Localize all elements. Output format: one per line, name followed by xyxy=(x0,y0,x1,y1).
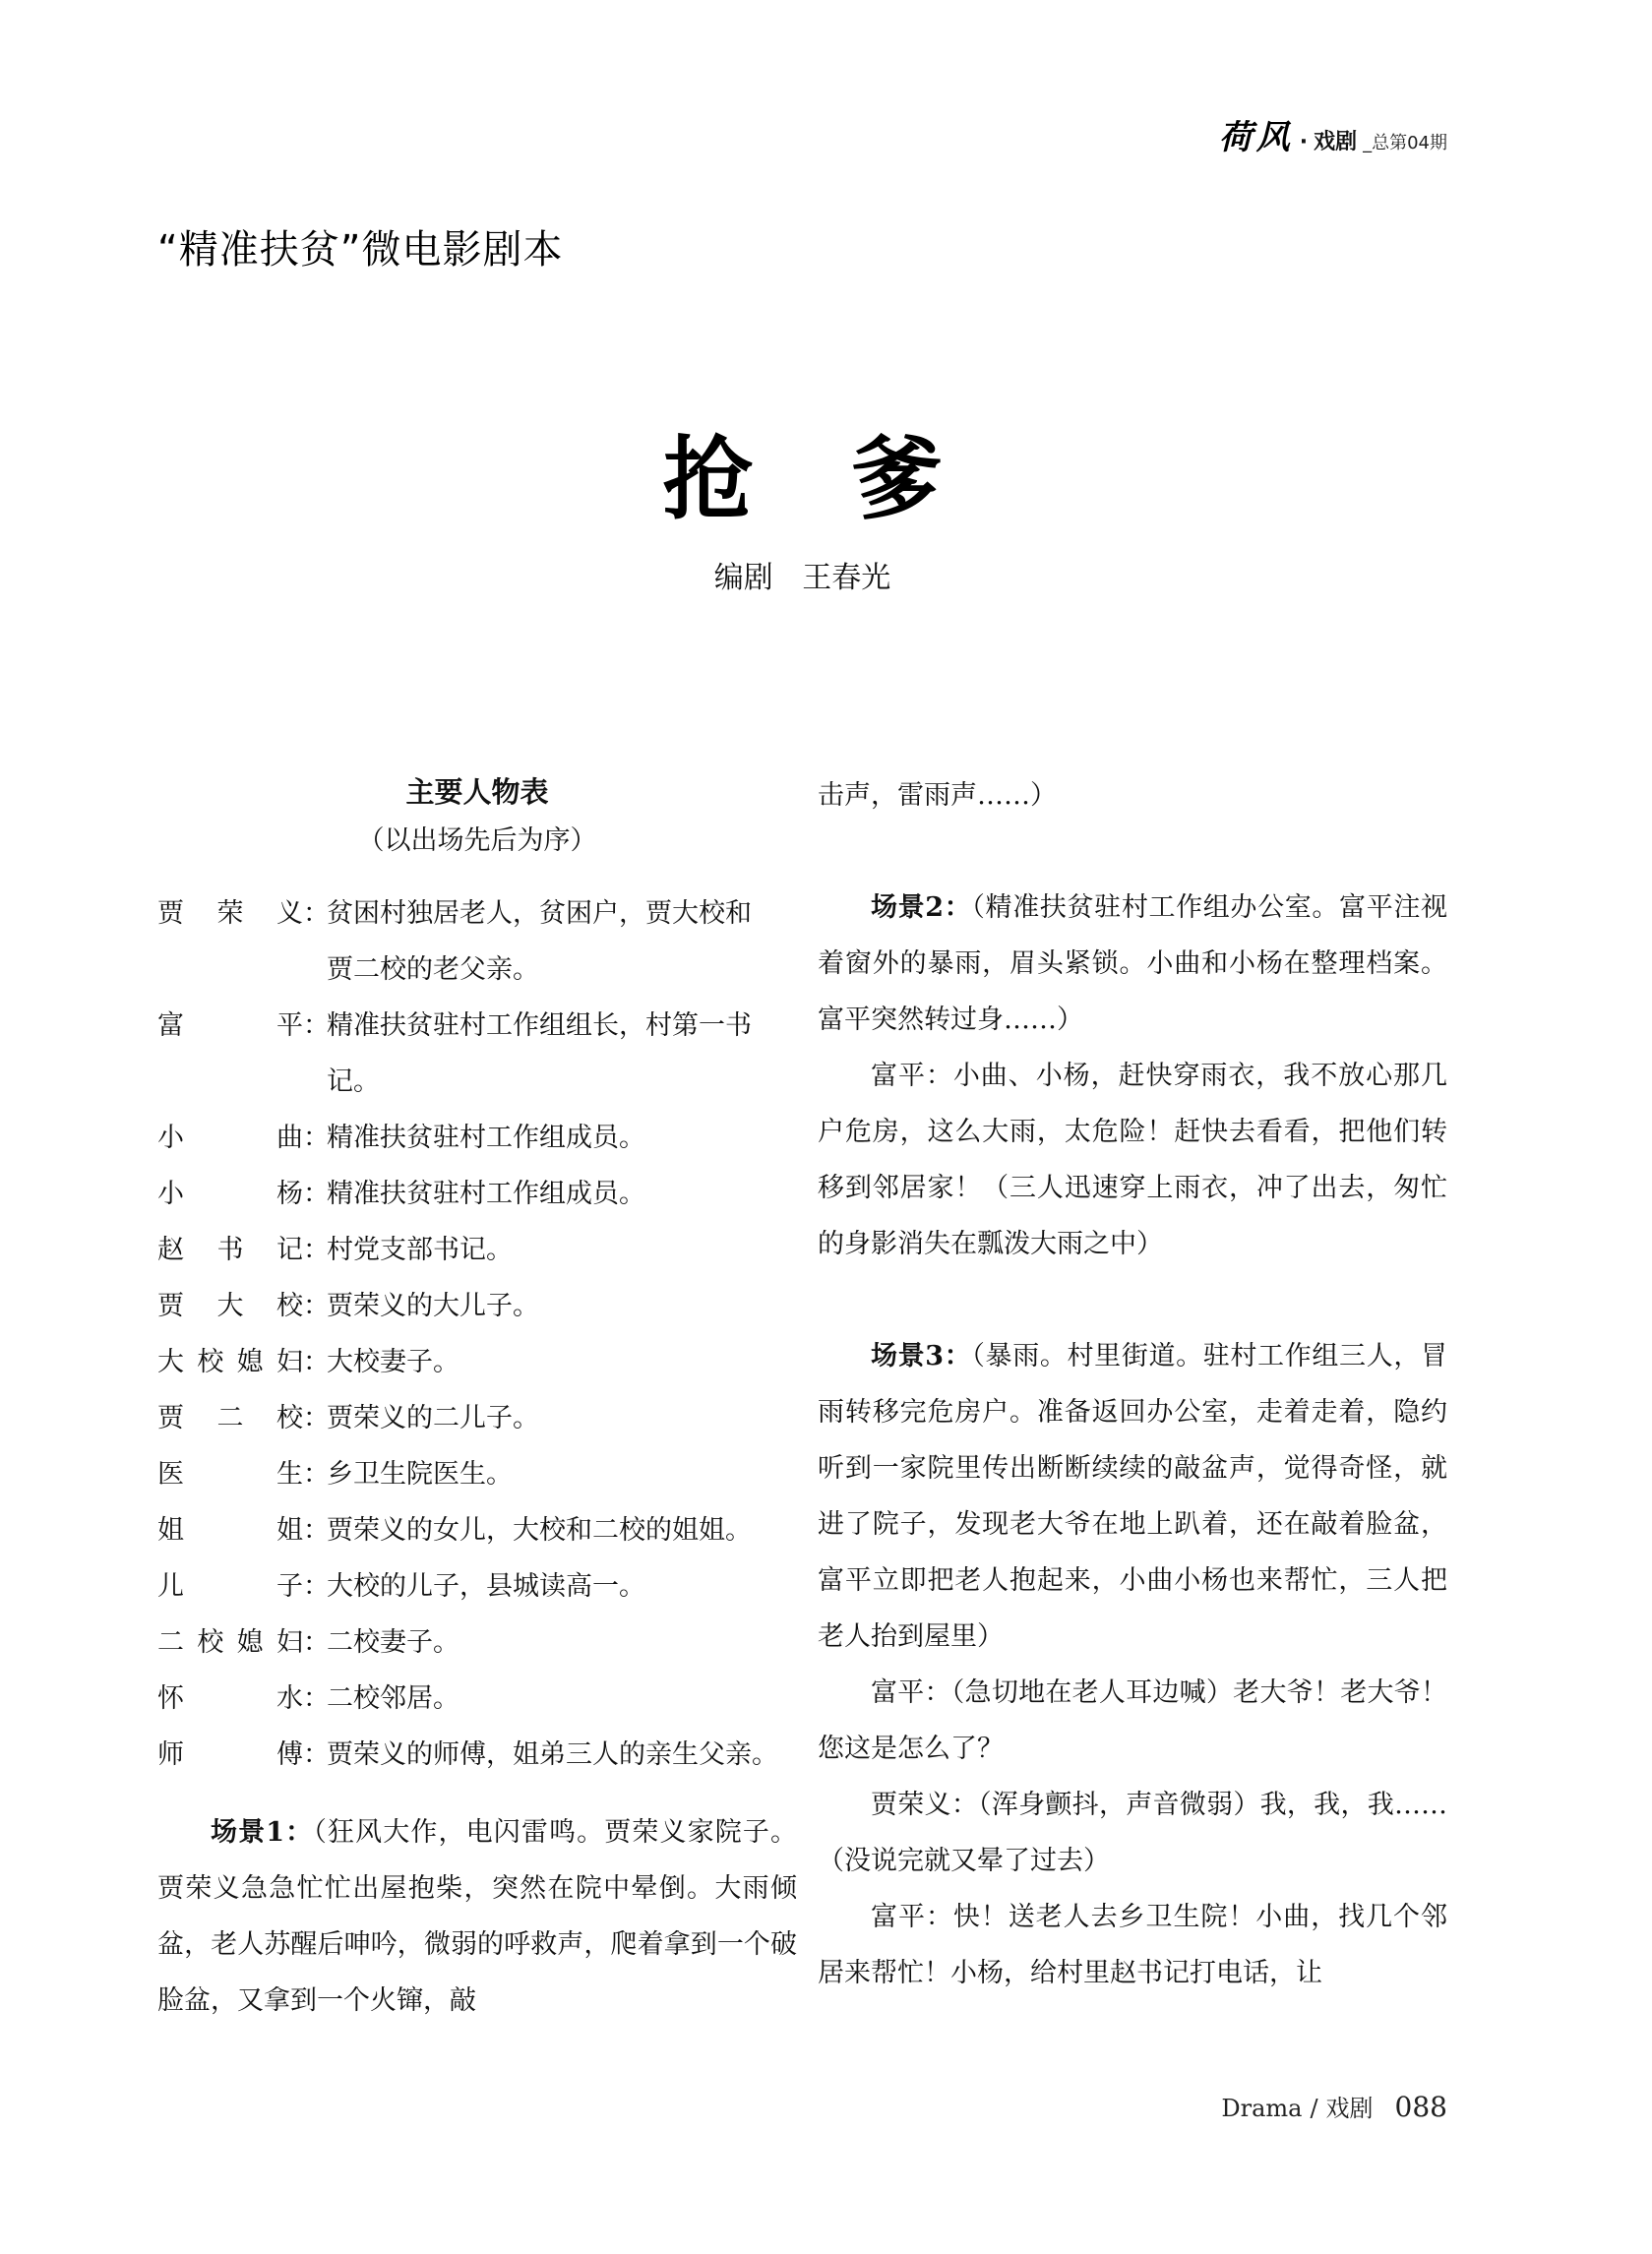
cast-description: 贾荣义的大儿子。 xyxy=(327,1291,539,1321)
cast-row xyxy=(157,1110,797,1166)
cast-name-char: 二 xyxy=(157,1627,184,1658)
cast-name-char: 姐 xyxy=(157,1515,184,1546)
footer-slash: / xyxy=(1310,2095,1318,2122)
cast-name-char: 贾 xyxy=(157,1403,184,1433)
cast-name xyxy=(157,1222,303,1278)
cast-name xyxy=(157,1614,303,1671)
cast-name-char: 书 xyxy=(216,1235,244,1265)
scene-2-label: 场景2： xyxy=(871,892,972,923)
cast-name-char: 姐 xyxy=(276,1515,303,1546)
cast-row xyxy=(157,998,797,1110)
cast-description: 村党支部书记。 xyxy=(327,1235,513,1265)
cast-description: 精准扶贫驻村工作组成员。 xyxy=(327,1179,645,1209)
dialogue-line xyxy=(818,1889,1447,2001)
cast-name-char: 杨 xyxy=(276,1179,303,1209)
cast-name-char: 校 xyxy=(197,1627,224,1658)
cast-colon: ： xyxy=(303,1739,330,1770)
cast-name xyxy=(157,1278,303,1334)
cast-colon: ： xyxy=(303,1291,330,1321)
magazine-logo: 荷风 xyxy=(1218,118,1294,157)
page-footer xyxy=(157,2088,1447,2128)
cast-description: 贾荣义的二儿子。 xyxy=(327,1403,539,1433)
cast-name-char: 荣 xyxy=(216,898,244,929)
scene-1 xyxy=(157,1804,797,2029)
cast-description: 贾荣义的女儿，大校和二校的姐姐。 xyxy=(327,1515,752,1546)
cast-name xyxy=(157,998,303,1054)
cast-colon: ： xyxy=(303,1123,330,1153)
cast-description: 二校妻子。 xyxy=(327,1627,459,1658)
scene-1-text: （狂风大作，电闪雷鸣。贾荣义家院子。贾荣义急急忙忙出屋抱柴，突然在院中晕倒。大雨倾盆，老人苏醒后呻吟，微弱的呼救声，爬着拿到一个破脸盆，又拿到一个火镩，敲 xyxy=(157,1817,797,2016)
cast-name-char: 媳 xyxy=(236,1627,264,1658)
dialogue-speaker: 富平： xyxy=(871,1902,953,1932)
dialogue-speaker: 贾荣义： xyxy=(871,1790,979,1820)
page-number: 088 xyxy=(1394,2091,1447,2123)
cast-name xyxy=(157,1110,303,1166)
author-line xyxy=(157,557,1447,600)
dialogue-text: （浑身颤抖，声音微弱）我，我，我……（没说完就又晕了过去） xyxy=(818,1790,1448,1876)
footer-label-zh: 戏剧 xyxy=(1325,2095,1374,2122)
cast-name-char: 妇 xyxy=(275,1627,303,1658)
cast-row xyxy=(157,1334,797,1390)
issue-number: _总第04期 xyxy=(1363,133,1447,153)
running-head xyxy=(157,116,1447,159)
cast-name xyxy=(157,885,303,942)
separator-dot: · xyxy=(1299,130,1309,154)
play-title: 抢爹 xyxy=(662,426,1041,532)
author-label: 编剧 xyxy=(713,561,773,595)
cast-name-char: 生 xyxy=(276,1459,303,1490)
cast-description-continued: 贾二校的老父亲。 xyxy=(327,954,539,985)
cast-name-char: 平 xyxy=(276,1010,303,1041)
body-columns xyxy=(157,767,1447,2029)
cast-name-char: 小 xyxy=(157,1179,184,1209)
dialogue-speaker: 富平： xyxy=(871,1677,951,1708)
cast-name-char: 大 xyxy=(157,1347,184,1377)
cast-name-char: 曲 xyxy=(276,1123,303,1153)
cast-description: 贾荣义的师傅，姐弟三人的亲生父亲。 xyxy=(327,1739,778,1770)
scene-3-label: 场景3： xyxy=(871,1341,972,1371)
dialogue-text: 快！送老人去乡卫生院！小曲，找几个邻居来帮忙！小杨，给村里赵书记打电话，让 xyxy=(818,1902,1448,1988)
cast-heading: 主要人物表 xyxy=(405,775,549,809)
cast-name-char: 义 xyxy=(276,898,303,929)
scene-2 xyxy=(818,880,1447,1048)
scene-3-text: （暴雨。村里街道。驻村工作组三人，冒雨转移完危房户。准备返回办公室，走着走着，隐约听到一家院里传出断断续续的敲盆声，觉得奇怪，就进了院子，发现老大爷在地上趴着，还在敲着脸盆，富平立即把老人抱起来，小曲小杨也来帮忙，三人把老人抬到屋里） xyxy=(818,1341,1447,1652)
cast-colon: ： xyxy=(303,1179,330,1209)
cast-colon: ： xyxy=(303,1403,330,1433)
scene-1-continued: 击声，雷雨声……） xyxy=(818,780,1057,811)
cast-name xyxy=(157,1334,303,1390)
cast-row xyxy=(157,1558,797,1614)
cast-name-char: 傅 xyxy=(276,1739,303,1770)
cast-name-char: 医 xyxy=(157,1459,184,1490)
cast-colon: ： xyxy=(303,1235,330,1265)
cast-row xyxy=(157,1446,797,1502)
cast-row xyxy=(157,1502,797,1558)
scene-3 xyxy=(818,1328,1447,1665)
cast-description: 精准扶贫驻村工作组组长，村第一书记。 xyxy=(327,1010,752,1097)
scene-1-label: 场景1： xyxy=(211,1817,314,1848)
cast-colon: ： xyxy=(303,1571,330,1602)
cast-name-char: 怀 xyxy=(157,1683,184,1714)
cast-name xyxy=(157,1390,303,1446)
cast-name xyxy=(157,1446,303,1502)
cast-list xyxy=(157,885,797,1783)
dialogue-line xyxy=(818,1777,1447,1889)
cast-colon: ： xyxy=(303,1347,330,1377)
left-column xyxy=(157,767,797,2029)
cast-name-char: 二 xyxy=(216,1403,244,1433)
cast-colon: ： xyxy=(303,1627,330,1658)
cast-description: 二校邻居。 xyxy=(327,1683,459,1714)
cast-name-char: 媳 xyxy=(236,1347,264,1377)
dialogue-text: 小曲、小杨，赶快穿雨衣，我不放心那几户危房，这么大雨，太危险！赶快去看看，把他们转移到邻居家！（三人迅速穿上雨衣，冲了出去，匆忙的身影消失在瓢泼大雨之中） xyxy=(818,1061,1448,1259)
cast-name-char: 妇 xyxy=(275,1347,303,1377)
cast-row xyxy=(157,1671,797,1727)
cast-row xyxy=(157,1278,797,1334)
cast-colon: ： xyxy=(303,1010,330,1041)
cast-name-char: 贾 xyxy=(157,1291,184,1321)
cast-name xyxy=(157,1727,303,1783)
cast-colon: ： xyxy=(303,1459,330,1490)
scene-2-text: （精准扶贫驻村工作组办公室。富平注视着窗外的暴雨，眉头紧锁。小曲和小杨在整理档案。富平突然转过身……） xyxy=(818,892,1447,1035)
dialogue-line xyxy=(818,1048,1447,1272)
cast-row-continued xyxy=(157,942,797,998)
series-title: “精准扶贫”微电影剧本 xyxy=(157,227,564,273)
cast-row xyxy=(157,1727,797,1783)
cast-name xyxy=(157,1671,303,1727)
cast-description: 贫困村独居老人，贫困户，贾大校和 xyxy=(327,898,752,929)
footer-label-en: Drama xyxy=(1221,2095,1303,2122)
cast-name-char: 赵 xyxy=(157,1235,184,1265)
cast-row xyxy=(157,1614,797,1671)
cast-name-char: 儿 xyxy=(157,1571,184,1602)
cast-colon: ： xyxy=(303,898,330,929)
cast-name-char: 富 xyxy=(157,1010,184,1041)
cast-description: 乡卫生院医生。 xyxy=(327,1459,513,1490)
cast-colon: ： xyxy=(303,1683,330,1714)
dialogue-text: （急切地在老人耳边喊）老大爷！老大爷！您这是怎么了？ xyxy=(818,1677,1448,1764)
cast-name xyxy=(157,1558,303,1614)
cast-name-char: 大 xyxy=(216,1291,244,1321)
cast-name-char: 师 xyxy=(157,1739,184,1770)
cast-description: 精准扶贫驻村工作组成员。 xyxy=(327,1123,645,1153)
cast-name-char: 校 xyxy=(276,1403,303,1433)
cast-name xyxy=(157,1166,303,1222)
section-name: 戏剧 xyxy=(1314,130,1358,154)
cast-description: 大校的儿子，县城读高一。 xyxy=(327,1571,645,1602)
cast-name-char: 校 xyxy=(276,1291,303,1321)
cast-name-char: 记 xyxy=(276,1235,303,1265)
cast-name-char: 水 xyxy=(276,1683,303,1714)
cast-row xyxy=(157,1222,797,1278)
right-column xyxy=(818,767,1447,2001)
cast-name xyxy=(157,1502,303,1558)
dialogue-line xyxy=(818,1665,1447,1777)
cast-name-char: 校 xyxy=(197,1347,224,1377)
cast-row xyxy=(157,885,797,942)
cast-row xyxy=(157,1390,797,1446)
cast-colon: ： xyxy=(303,1515,330,1546)
cast-name-char: 贾 xyxy=(157,898,184,929)
cast-row xyxy=(157,1166,797,1222)
cast-description: 大校妻子。 xyxy=(327,1347,459,1377)
author-name: 王春光 xyxy=(802,561,891,595)
cast-subheading: （以出场先后为序） xyxy=(357,825,597,856)
dialogue-speaker: 富平： xyxy=(871,1061,953,1091)
cast-name-char: 子 xyxy=(276,1571,303,1602)
cast-name-char: 小 xyxy=(157,1123,184,1153)
